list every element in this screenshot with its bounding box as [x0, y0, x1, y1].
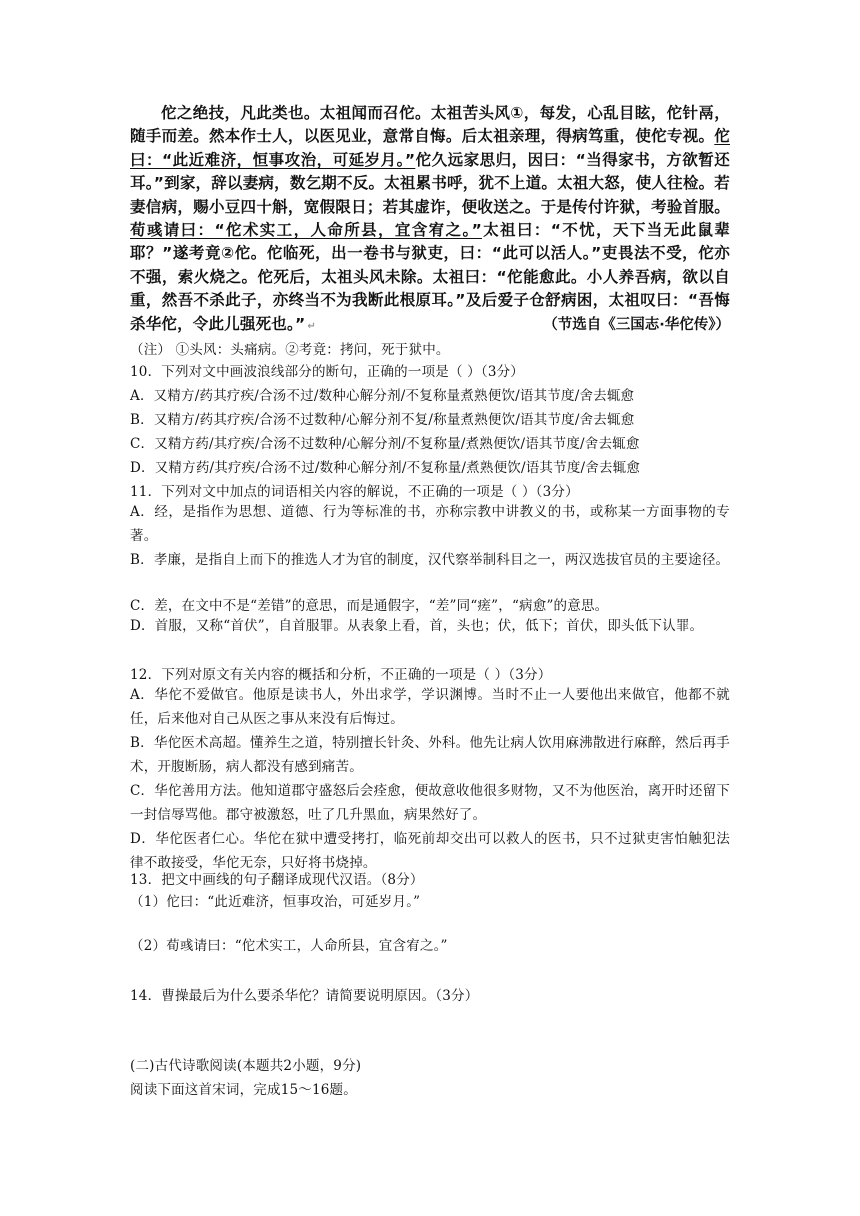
q13-sentence-2: （2）荀彧请曰：“佗术实工，人命所县，宜含宥之。”	[130, 938, 448, 954]
q12-option-a: A．华佗不爱做官。他原是读书人，外出求学，学识渊博。当时不止一人要他出来做官，他都不就任，后来他对自己从医之事从来没有后悔过。	[130, 687, 730, 727]
passage-source: （节选自《三国志·华佗传》）	[543, 317, 730, 333]
q14-stem: 14．曹操最后为什么要杀华佗？请简要说明原因。（3分）	[130, 988, 479, 1004]
q10-option-c: C．又精方药/其疗疾/合汤不过数种/心解分剂/不复称量/煮熟便饮/语其节度/舍去辄愈	[130, 436, 640, 452]
q11-option-d: D．首服，又称“首伏”，自首服罪。从表象上看，首，头也；伏，低下；首伏，即头低下认罪。	[130, 618, 704, 634]
q13-sentence-1: （1）佗曰：“此近难济，恒事攻治，可延岁月。”	[130, 894, 421, 910]
passage-text	[130, 102, 730, 338]
section2-title: (二)古代诗歌阅读(本题共2小题，9分)	[130, 1058, 362, 1074]
underlined-sentence-1: 佗曰：“此近难济，恒事攻治，可延岁月。”	[130, 127, 730, 169]
q12-option-c: C．华佗善用方法。他知道郡守盛怒后会痊愈，便故意收他很多财物，又不为他医治，离开时还留下一封信辱骂他。郡守被激怒，吐了几升黑血，病果然好了。	[130, 783, 730, 823]
q12-stem: 12．下列对原文有关内容的概括和分析，不正确的一项是（ ）（3分）	[130, 667, 552, 683]
section2-intro: 阅读下面这首宋词，完成15～16题。	[130, 1082, 357, 1098]
q11-option-a: A．经，是指作为思想、道德、行为等标准的书，亦称宗教中讲教义的书，或称某一方面事物的专著。	[130, 504, 730, 544]
annotation-note: （注） ①头风：头痛病。②考竟：拷问，死于狱中。	[130, 342, 450, 358]
passage-part-3: 太祖曰：“不忧，天下当无此鼠辈耶？”遂考竟②佗。佗临死，出一卷书与狱吏，曰：“此可以活人。”吏畏法不受，佗亦不强，索火烧之。佗死后，太祖头风未除。太祖曰：“佗能愈此。小人养吾病，欲以自重，然吾不杀此子，亦终当不为我断此根原耳。”及后爱子仓舒病困，太祖叹曰：“吾悔杀华佗，令此儿强死也。”	[130, 221, 730, 333]
q11-option-c: C．差，在文中不是“差错”的意思，而是通假字，“差”同“瘥”，“病愈”的意思。	[130, 598, 609, 614]
q10-option-b: B．又精方/药其疗疾/合汤不过数种/心解分剂不复/称量煮熟便饮/语其节度/舍去辄愈	[130, 412, 635, 428]
q11-stem: 11．下列对文中加点的词语相关内容的解说，不正确的一项是（ ）（3分）	[130, 484, 579, 500]
q10-option-d: D．又精方药/其疗疾/合汤不过/数种心解分剂/不复称量/煮熟便饮/语其节度/舍去辄愈	[130, 460, 641, 476]
q10-option-a: A．又精方/药其疗疾/合汤不过/数种心解分剂/不复称量煮熟便饮/语其节度/舍去辄愈	[130, 388, 635, 404]
q11-option-b: B．孝廉，是指自上而下的推选人才为官的制度，汉代察举制科目之一，两汉选拔官员的主要途径。	[130, 552, 730, 568]
paragraph-mark: ↵	[307, 320, 316, 332]
q12-option-d: D．华佗医者仁心。华佗在狱中遭受拷打，临死前却交出可以救人的医书，只不过狱吏害怕触犯法律不敢接受，华佗无奈，只好将书烧掉。	[130, 831, 730, 871]
q12-option-b: B．华佗医术高超。懂养生之道，特别擅长针灸、外科。他先让病人饮用麻沸散进行麻醉，然后再手术，开腹断肠，病人都没有感到痛苦。	[130, 735, 730, 775]
q13-stem: 13．把文中画线的句子翻译成现代汉语。（8分）	[130, 872, 424, 888]
q10-stem: 10．下列对文中画波浪线部分的断句，正确的一项是（ ）（3分）	[130, 364, 525, 380]
underlined-sentence-2: 荀彧请曰：“佗术实工，人命所县，宜含宥之。”	[130, 221, 482, 240]
passage-part-1: 佗之绝技，凡此类也。太祖闻而召佗。太祖苦头风①，每发，心乱目眩，佗针鬲，随手而差。然本作士人，以医见业，意常自悔。后太祖亲理，得病笃重，使佗专视。	[130, 104, 730, 146]
passage-part-2: 佗久远家思归，因曰：“当得家书，方欲暂还耳。”到家，辞以妻病，数乞期不反。太祖累书呼，犹不上道。太祖大怒，使人往检。若妻信病，赐小豆四十斛，宽假限日；若其虚诈，便收送之。于是传付许狱，考验首服。	[130, 150, 730, 216]
